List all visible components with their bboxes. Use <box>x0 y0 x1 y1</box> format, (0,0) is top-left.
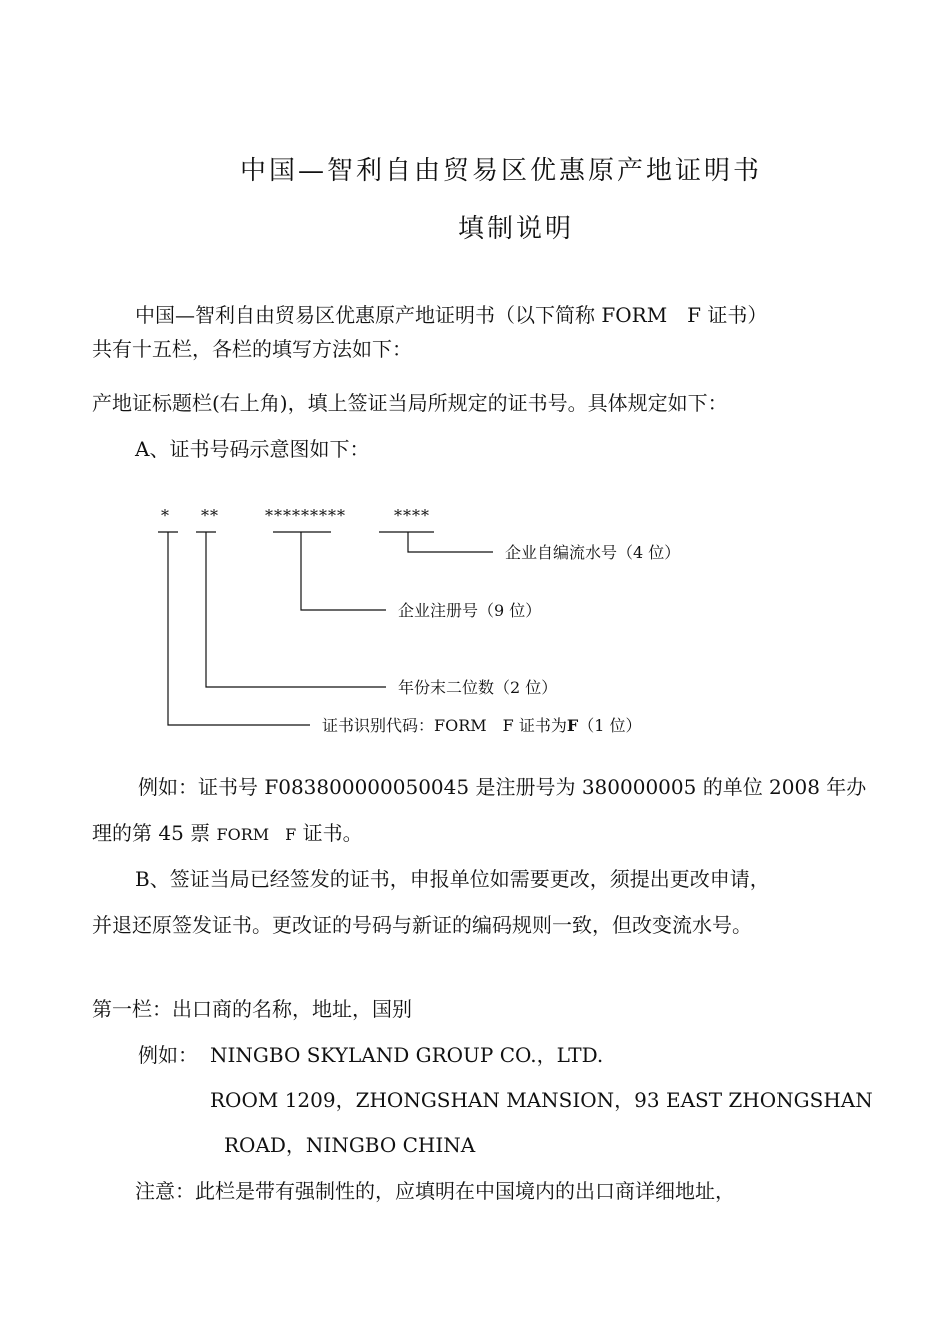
page-title: 中国—智利自由贸易区优惠原产地证明书 <box>240 156 763 186</box>
leader-serial <box>408 532 493 552</box>
leader-code <box>168 532 310 725</box>
diagram-label-code-suffix: （1 位） <box>578 716 642 735</box>
page-subtitle: 填制说明 <box>458 214 575 244</box>
diagram-seg-2: ** <box>201 506 219 525</box>
diagram-label-code <box>322 716 641 736</box>
column-1-example-line-3: ROAD，NINGBO CHINA <box>224 1133 476 1157</box>
intro-line-1: 中国—智利自由贸易区优惠原产地证明书（以下简称 FORM F 证书） <box>135 303 768 327</box>
example-line-2-a: 理的第 45 票 <box>92 821 211 845</box>
section-b-line-2: 并退还原签发证书。更改证的号码与新证的编码规则一致，但改变流水号。 <box>92 913 752 937</box>
example-line-2-form: FORM F <box>216 825 297 844</box>
title-bar-line: 产地证标题栏(右上角)，填上签证当局所规定的证书号。具体规定如下： <box>92 391 728 415</box>
diagram-seg-3: ********* <box>265 506 346 525</box>
column-1-example-line-1: NINGBO SKYLAND GROUP CO.，LTD. <box>210 1043 604 1067</box>
diagram-label-code-text: 证书识别代码：FORM F 证书为 <box>322 716 567 735</box>
column-1-heading: 第一栏：出口商的名称，地址，国别 <box>92 997 412 1021</box>
diagram-label-registration: 企业注册号（9 位） <box>398 601 542 620</box>
intro-line-2: 共有十五栏，各栏的填写方法如下： <box>92 337 412 361</box>
column-1-note: 注意：此栏是带有强制性的，应填明在中国境内的出口商详细地址， <box>135 1179 735 1203</box>
section-b-line-1: B、签证当局已经签发的证书，申报单位如需要更改，须提出更改申请， <box>135 867 770 891</box>
diagram-seg-4: **** <box>394 506 430 525</box>
column-1-example-prefix: 例如： <box>138 1043 198 1067</box>
example-line-1: 例如：证书号 F083800000050045 是注册号为 380000005 的单位 2008 年办 <box>138 775 867 799</box>
section-a-heading: A、证书号码示意图如下： <box>135 437 370 461</box>
example-line-2 <box>92 820 363 848</box>
diagram-label-serial: 企业自编流水号（4 位） <box>505 543 681 562</box>
diagram-label-year: 年份末二位数（2 位） <box>398 678 558 697</box>
diagram-label-code-letter: F <box>566 716 579 735</box>
diagram-seg-1: * <box>161 506 170 525</box>
example-line-2-c: 证书。 <box>302 821 363 845</box>
leader-reg <box>301 532 386 610</box>
column-1-example-line-2: ROOM 1209，ZHONGSHAN MANSION，93 EAST ZHONGSHAN <box>210 1088 873 1112</box>
